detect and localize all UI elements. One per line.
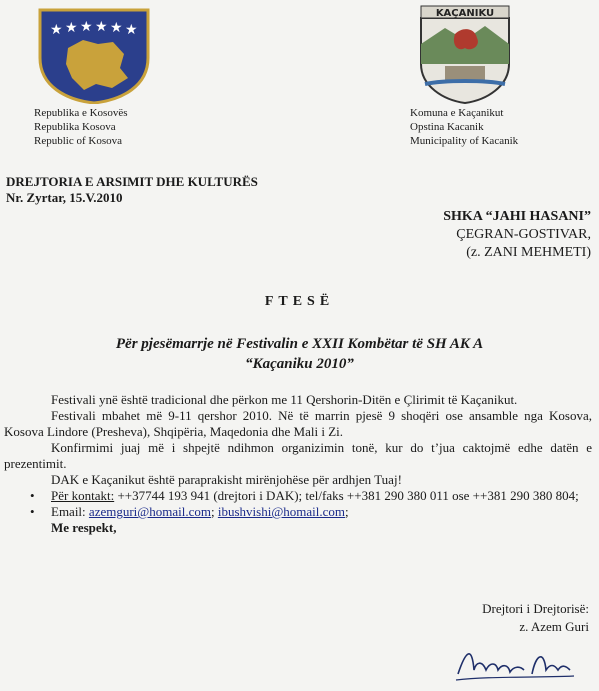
signatory-name: z. Azem Guri [519,619,589,634]
contact-label: Për kontakt: [51,488,115,503]
kacanik-header-lines [410,106,518,148]
recipient-line-1: SHKA “JAHI HASANI” [443,209,591,224]
kacanik-line-1: Komuna e Kaçanikut [410,107,504,119]
reference-number: Nr. Zyrtar, 15.V.2010 [6,190,123,205]
recipient-line-3: (z. ZANI MEHMETI) [466,245,591,260]
kosovo-line-2: Republika Kosova [34,121,116,133]
svg-text:★: ★ [65,20,78,36]
svg-text:★: ★ [95,19,108,35]
handwritten-signature [450,640,580,691]
paragraph-3: Konfirmimi juaj më i shpejtë ndihmon organizimin tonë, kur do t’jua caktojmë edhe datën e prezentimit. [4,440,592,471]
svg-text:★: ★ [110,20,123,36]
recipient-line-2: ÇEGRAN-GOSTIVAR, [456,227,591,242]
contact-list [4,488,592,520]
email-label: Email: [51,504,89,519]
department-name: DREJTORIA E ARSIMIT DHE KULTURËS [6,174,258,189]
letter-body [4,392,592,536]
signature-block [482,600,589,636]
kosovo-coat-of-arms-icon [38,8,150,104]
contact-item [4,488,592,504]
email-link-1[interactable]: azemguri@homail.com [88,504,211,519]
email-item [4,504,592,520]
email-end: ; [345,504,349,519]
bullet-icon: • [30,488,35,503]
email-link-2[interactable]: ibushvishi@homail.com [217,504,346,519]
kosovo-line-1: Republika e Kosovës [34,107,128,119]
svg-text:★: ★ [50,22,63,38]
document-subtitle [0,334,599,374]
kacanik-municipality-emblem-icon [415,4,515,104]
closing-line: Me respekt, [51,520,117,535]
paragraph-2: Festivali mbahet më 9-11 qershor 2010. Në të marrin pjesë 9 shoqëri ose ansamble nga Kosova, Kosova Lindore (Presheva), Shqipëria, Maqedonia dhe Mali i Zi. [4,408,592,439]
subtitle-line-2: “Kaçaniku 2010” [245,356,354,372]
sender-block [6,174,258,206]
svg-text:★: ★ [80,19,93,35]
paragraph-4: DAK e Kaçanikut është paraprakisht mirënjohëse për ardhjen Tuaj! [51,472,402,487]
document-title: FTESË [264,294,335,309]
kosovo-header-lines [34,106,127,148]
signatory-title: Drejtori i Drejtorisë: [482,601,589,616]
bullet-icon: • [30,504,35,519]
paragraph-1: Festivali ynë është tradicional dhe përkon me 11 Qershorin-Ditën e Çlirimit të Kaçanikut. [51,392,518,407]
contact-text: ++37744 193 941 (drejtori i DAK); tel/faks ++381 290 380 011 ose ++381 290 380 804; [114,488,579,503]
email-separator: ; [211,504,218,519]
kacanik-emblem-text: KAÇANIKU [435,8,495,19]
kacanik-line-3: Municipality of Kacanik [410,135,519,147]
kosovo-line-3: Republic of Kosova [34,135,122,147]
svg-text:★: ★ [125,22,138,38]
subtitle-line-1: Për pjesëmarrje në Festivalin e XXII Kombëtar të SH AK A [115,336,484,352]
recipient-block [443,208,591,262]
kacanik-line-2: Opstina Kacanik [410,121,484,133]
